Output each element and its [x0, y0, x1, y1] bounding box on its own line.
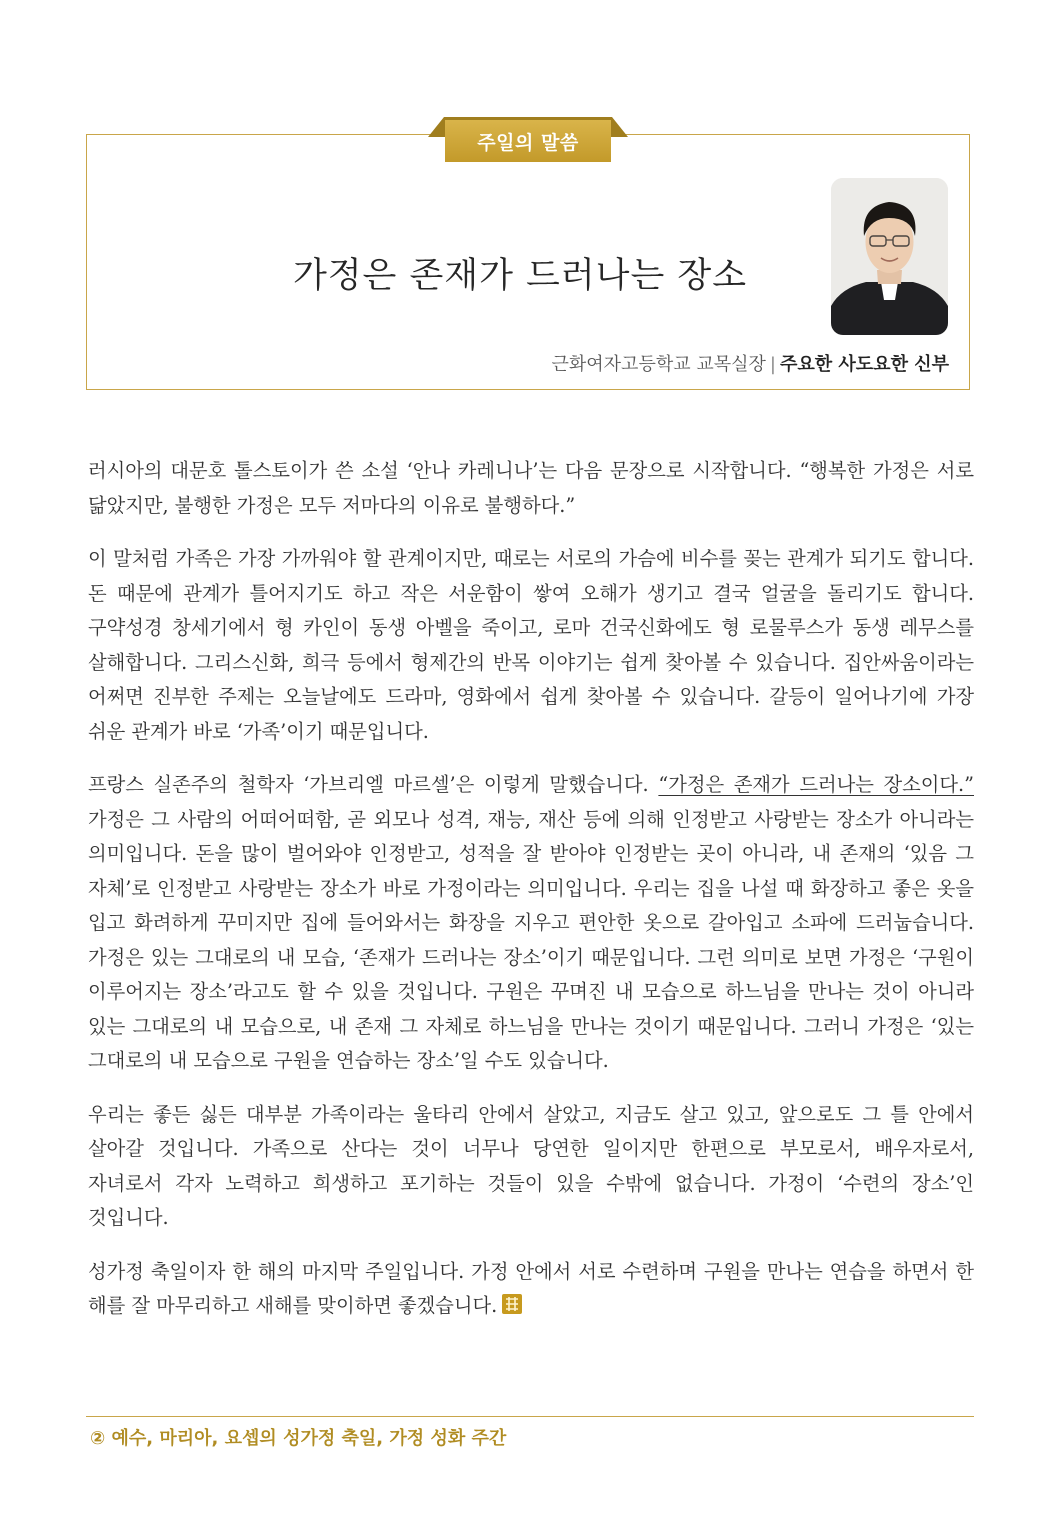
paragraph-3-intro: 프랑스 실존주의 철학자 ‘가브리엘 마르셀’은 이렇게 말했습니다. — [88, 773, 659, 796]
paragraph-5-text: 성가정 축일이자 한 해의 마지막 주일입니다. 가정 안에서 서로 수련하며 구원을 만나는 연습을 하면서 한 해를 잘 마무리하고 새해를 맞이하면 좋겠습니다. — [88, 1259, 974, 1317]
page-footer: ② 예수, 마리아, 요셉의 성가정 축일, 가정 성화 주간 — [90, 1428, 507, 1449]
byline-separator: | — [769, 354, 776, 375]
article-title: 가정은 존재가 드러나는 장소 — [292, 256, 748, 296]
paragraph-5 — [88, 1255, 974, 1324]
paragraph-3-rest: 가정은 그 사람의 어떠어떠함, 곧 외모나 성격, 재능, 재산 등에 의해 인정받고 사랑받는 장소가 아니라는 의미입니다. 돈을 많이 벌어와야 인정받고, 성적을 잘 받아야 인정받는 곳이 아니라, 내 존재의 ‘있음 그 자체’로 인정받고 사랑받는 장소가 바로 가정이라는 의미입니다. 우리는 집을 나설 때 화장하고 좋은 옷을 입고 화려하게 꾸미지만 집에 들어와서는 화장을 지우고 편안한 옷으로 갈아입고 소파에 드러눕습니다. 가정은 있는 그대로의 내 모습, ‘존재가 드러나는 장소’이기 때문입니다. 그런 의미로 보면 가정은 ‘구원이 이루어지는 장소’라고도 할 수 있을 것입니다. 구원은 꾸며진 내 모습으로 하느님을 만나는 것이 아니라 있는 그대로의 내 모습으로, 내 존재 그 자체로 하느님을 만나는 것이기 때문입니다. 그러니 가정은 ‘있는 그대로의 내 모습으로 구원을 연습하는 장소’일 수도 있습니다. — [88, 807, 974, 1072]
section-tab — [428, 117, 628, 162]
end-seal-icon — [501, 1292, 523, 1314]
paragraph-4: 우리는 좋든 싫든 대부분 가족이라는 울타리 안에서 살았고, 지금도 살고 있고, 앞으로도 그 틀 안에서 살아갈 것입니다. 가족으로 산다는 것이 너무나 당연한 일이지만 한편으로 부모로서, 배우자로서, 자녀로서 각자 노력하고 희생하고 포기하는 것들이 있을 수밖에 없습니다. 가정이 ‘수련의 장소’인 것입니다. — [88, 1102, 974, 1229]
priest-portrait-icon — [831, 178, 948, 335]
author-position: 근화여자고등학교 교목실장 — [551, 354, 766, 375]
article-body — [88, 454, 974, 1343]
paragraph-1: 러시아의 대문호 톨스토이가 쓴 소설 ‘안나 카레니나’는 다음 문장으로 시작합니다. “행복한 가정은 서로 닮았지만, 불행한 가정은 모두 저마다의 이유로 불행하다.” — [88, 459, 974, 517]
author-name: 주요한 사도요한 신부 — [779, 354, 949, 375]
section-tab-label: 주일의 말씀 — [445, 120, 611, 162]
paragraph-3 — [88, 768, 974, 1079]
footer-divider — [86, 1416, 974, 1417]
underlined-quote: “가정은 존재가 드러나는 장소이다.” — [658, 773, 974, 796]
author-byline — [552, 350, 950, 376]
paragraph-2: 이 말처럼 가족은 가장 가까워야 할 관계이지만, 때로는 서로의 가슴에 비수를 꽂는 관계가 되기도 합니다. 돈 때문에 관계가 틀어지기도 하고 작은 서운함이 쌓여 오해가 생기고 결국 얼굴을 돌리기도 합니다. 구약성경 창세기에서 형 카인이 동생 아벨을 죽이고, 로마 건국신화에도 형 로물루스가 동생 레무스를 살해합니다. 그리스신화, 희극 등에서 형제간의 반목 이야기는 쉽게 찾아볼 수 있습니다. 집안싸움이라는 어쩌면 진부한 주제는 오늘날에도 드라마, 영화에서 쉽게 찾아볼 수 있습니다. 갈등이 일어나기에 가장 쉬운 관계가 바로 ‘가족’이기 때문입니다. — [88, 547, 974, 743]
author-photo — [831, 178, 948, 335]
